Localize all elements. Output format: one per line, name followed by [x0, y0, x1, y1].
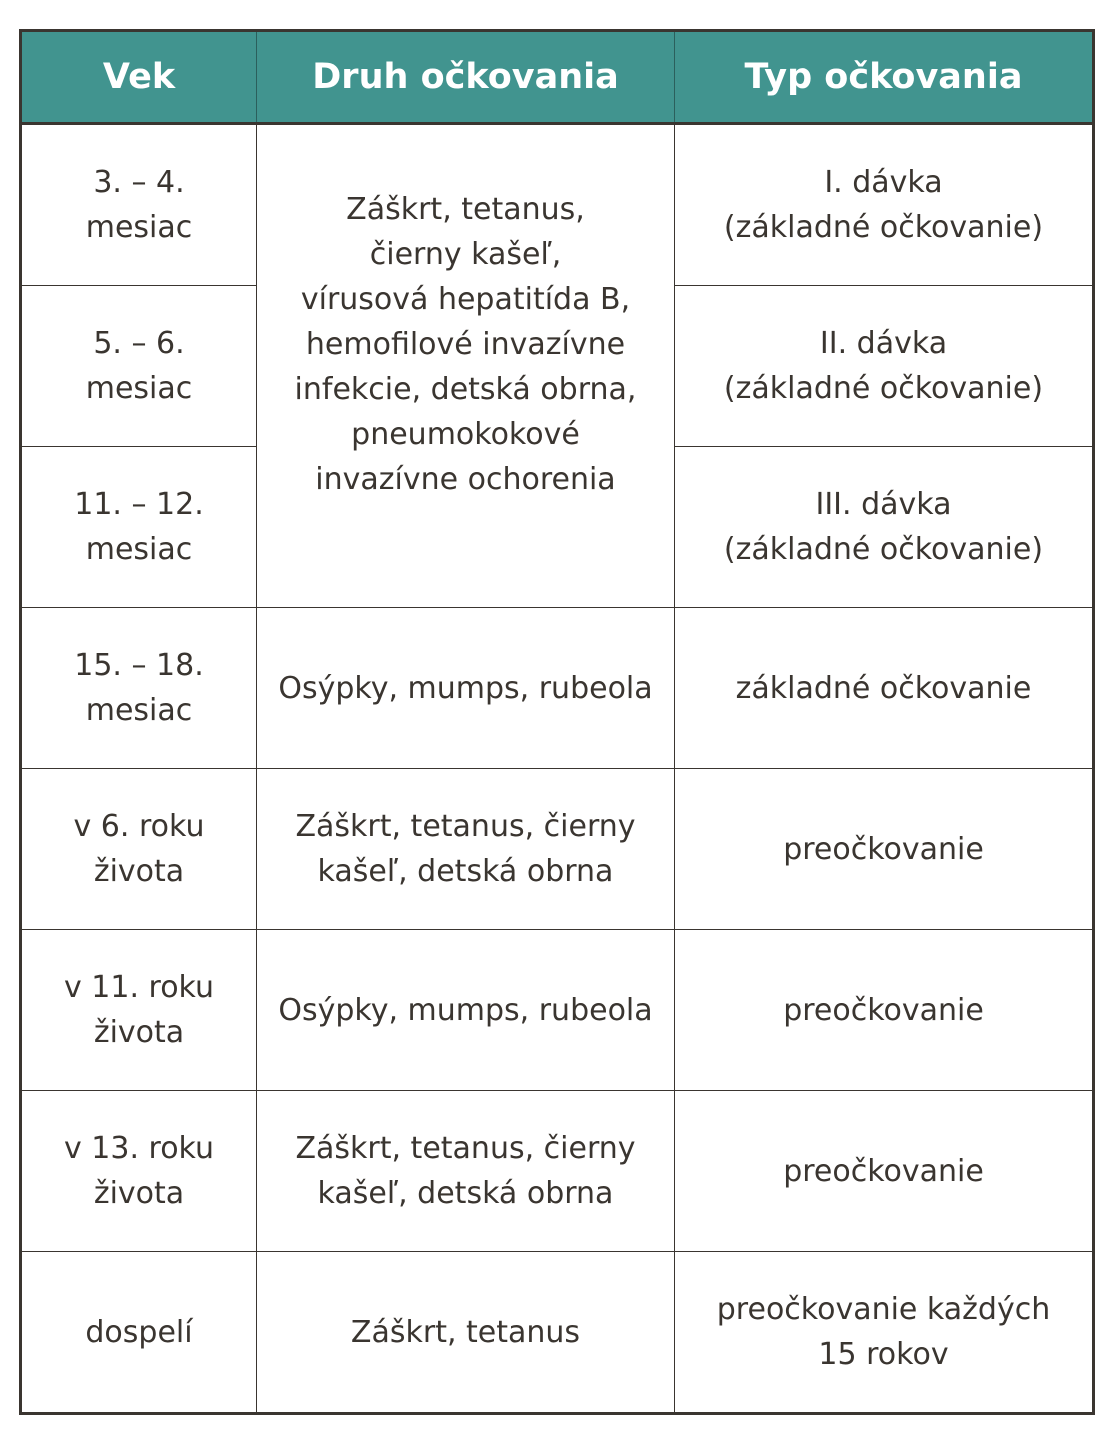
vaccination-schedule-table: [19, 29, 1095, 1415]
header-row: [21, 31, 1094, 124]
cell-typ: preočkovanie každých 15 rokov: [675, 1252, 1094, 1414]
table-header: [21, 31, 1094, 124]
table-row: [21, 769, 1094, 930]
cell-vek: v 6. roku života: [21, 769, 257, 930]
cell-typ: II. dávka (základné očkovanie): [675, 286, 1094, 447]
cell-vek: v 13. roku života: [21, 1091, 257, 1252]
table-row: [21, 1252, 1094, 1414]
table-body: [21, 124, 1094, 1414]
cell-druh: Záškrt, tetanus, čierny kašeľ, detská obrna: [257, 1091, 675, 1252]
cell-druh-merged: Záškrt, tetanus, čierny kašeľ, vírusová hepatitída B, hemofilové invazívne infekcie, detská obrna, pneumokokové invazívne ochorenia: [257, 124, 675, 608]
cell-vek: 15. – 18. mesiac: [21, 608, 257, 769]
cell-druh: Osýpky, mumps, rubeola: [257, 608, 675, 769]
cell-druh: Záškrt, tetanus, čierny kašeľ, detská obrna: [257, 769, 675, 930]
cell-vek: 3. – 4. mesiac: [21, 124, 257, 286]
cell-typ: preočkovanie: [675, 1091, 1094, 1252]
cell-druh: Záškrt, tetanus: [257, 1252, 675, 1414]
table-row: [21, 930, 1094, 1091]
cell-typ: základné očkovanie: [675, 608, 1094, 769]
cell-vek: dospelí: [21, 1252, 257, 1414]
cell-typ: preočkovanie: [675, 769, 1094, 930]
header-typ-ockovania: Typ očkovania: [675, 31, 1094, 124]
header-vek: Vek: [21, 31, 257, 124]
table-row: [21, 124, 1094, 286]
cell-vek: v 11. roku života: [21, 930, 257, 1091]
cell-vek: 5. – 6. mesiac: [21, 286, 257, 447]
cell-druh: Osýpky, mumps, rubeola: [257, 930, 675, 1091]
table-row: [21, 1091, 1094, 1252]
cell-typ: I. dávka (základné očkovanie): [675, 124, 1094, 286]
cell-typ: III. dávka (základné očkovanie): [675, 447, 1094, 608]
cell-vek: 11. – 12. mesiac: [21, 447, 257, 608]
table-row: [21, 608, 1094, 769]
cell-typ: preočkovanie: [675, 930, 1094, 1091]
header-druh-ockovania: Druh očkovania: [257, 31, 675, 124]
